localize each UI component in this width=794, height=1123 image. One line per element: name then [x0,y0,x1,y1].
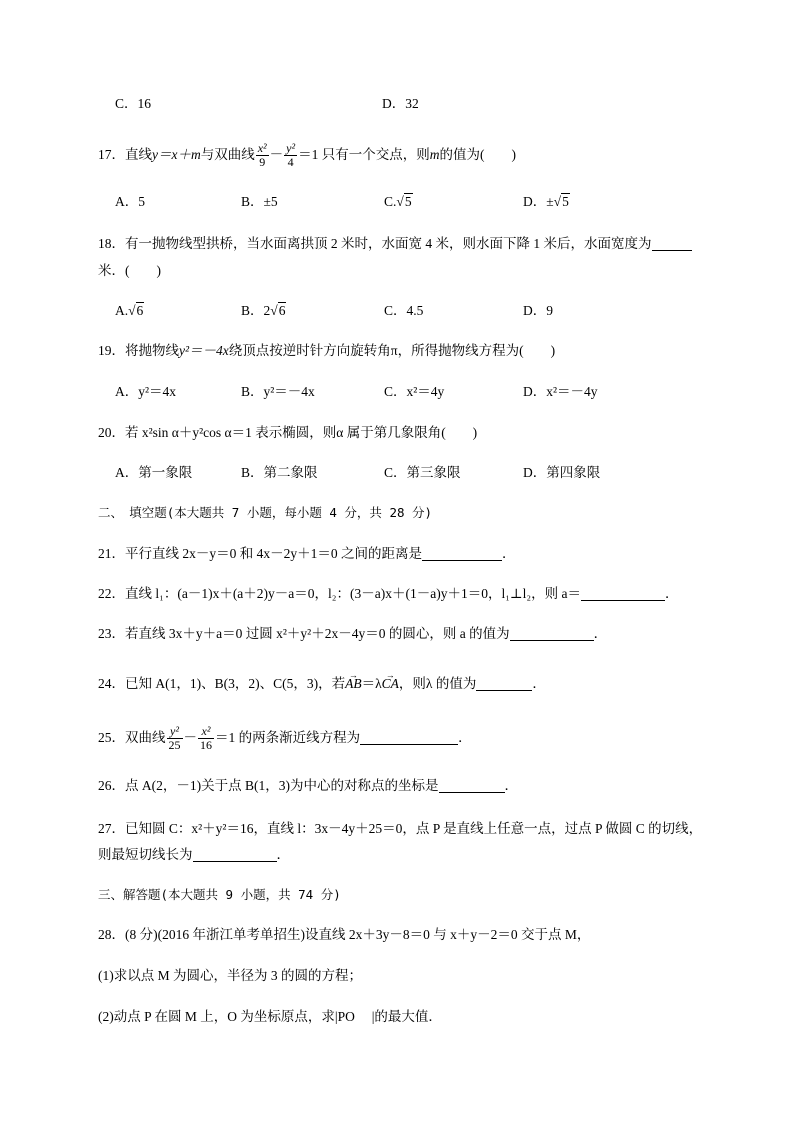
q17-option-c-radicand: 5 [404,194,412,209]
q24-eq: ＝λ [361,676,382,691]
answer-blank[interactable] [581,586,665,601]
q25-frac-1 [167,725,183,752]
question-22 [98,585,678,603]
q18-option-d: D．9 [523,303,553,318]
q17-prefix: 17．直线 [98,147,152,162]
q18-option-b-radicand: 6 [278,303,286,318]
q20-option-b: B．第二象限 [241,465,318,480]
q17-var: m [429,147,440,162]
q18-option-a [115,302,144,320]
question-20: 20．若 x²sin α＋y²cos α＝1 表示椭圆，则α 属于第几象限角( ) [98,425,478,440]
q16-option-d: D．32 [382,96,419,111]
sqrt-icon: √6 [128,303,144,318]
question-21 [98,545,516,563]
q20-option-a: A．第一象限 [115,465,193,480]
q17-suffix: ＝1 只有一个交点，则 [298,147,430,162]
question-26 [98,777,518,795]
q19-text-pre: 19．将抛物线 [98,343,179,358]
q17-option-d-label: D．± [523,194,554,209]
q16-option-c: C．16 [115,96,152,111]
q23-text: 23．若直线 3x＋y＋a＝0 过圆 x²＋y²＋2x－4y＝0 的圆心，则 a 的值为 [98,626,510,641]
q25-end: ． [458,730,472,745]
question-27-line-1: 27．已知圆 C：x²＋y²＝16，直线 l：3x－4y＋25＝0，点 P 是直线上任意一点，过点 P 做圆 C 的切线， [98,821,703,836]
q17-option-b: B．±5 [241,194,278,209]
q25-frac-1-den: 25 [168,738,181,753]
q21-end: ． [502,546,516,561]
q18-option-c: C．4.5 [384,303,424,318]
answer-blank[interactable] [422,546,502,561]
q18-option-b-label: B．2 [241,303,271,318]
q17-option-d [523,193,570,211]
q24-post: ，则λ 的值为 [398,676,477,691]
q25-frac-2-num: x² [198,725,214,739]
question-28-part-1: (1)求以点 M 为圆心，半径为 3 的圆的方程； [98,968,362,983]
q19-option-b: B．y²＝－4x [241,384,315,399]
q19-option-c: C．x²＝4y [384,384,445,399]
question-24 [98,675,546,693]
section-heading-solutions: 三、解答题(本大题共 9 小题，共 74 分) [98,887,341,902]
q17-frac-1-num: x² [257,141,267,156]
q25-pre: 25．双曲线 [98,730,166,745]
q19-option-a: A．y²＝4x [115,384,177,399]
q24-end: ． [532,676,546,691]
q24-pre: 24．已知 A(1，1)、B(3，2)、C(5，3)，若 [98,676,346,691]
q19-option-d: D．x²＝－4y [523,384,598,399]
q17-option-a: A．5 [115,194,145,209]
q27-end: ． [276,847,290,862]
q21-text: 21．平行直线 2x－y＝0 和 4x－2y＋1＝0 之间的距离是 [98,546,422,561]
q25-frac-1-num: y² [167,725,183,739]
q19-text-post: 绕顶点按逆时针方向旋转角π，所得抛物线方程为( ) [228,343,556,358]
question-25 [98,723,472,753]
q18-option-a-label: A. [115,303,129,318]
sqrt-icon: √5 [396,194,412,209]
q17-frac-1 [256,142,269,169]
q17-frac-2-den: 4 [287,155,294,170]
q17-option-c [384,193,413,211]
q17-line-eq: y＝x＋m [152,147,201,162]
q17-end: 的值为( ) [439,147,516,162]
question-28-line-1: 28．(8 分)(2016 年浙江单考单招生)设直线 2x＋3y－8＝0 与 x＋y－2＝0 交于点 M， [98,927,591,942]
q25-frac-2 [198,725,214,752]
question-19 [98,342,555,360]
question-27-line-2 [98,846,290,864]
q22-end: ． [664,586,679,601]
answer-blank[interactable] [360,730,458,745]
question-18-line-2: 米．( ) [98,263,161,278]
answer-blank[interactable] [476,676,532,691]
question-17 [98,140,516,170]
answer-blank[interactable] [510,626,594,641]
q19-equation: y²＝－4x [179,343,229,358]
q17-option-c-label: C. [384,194,397,209]
answer-blank[interactable] [439,778,505,793]
q23-end: ． [593,626,608,641]
q17-frac-1-den: 9 [259,155,266,170]
q18-option-b [241,302,286,320]
question-23 [98,625,607,643]
question-28-part-2: (2)动点 P 在圆 M 上，O 为坐标原点，求|PO |的最大值． [98,1009,442,1024]
q17-frac-2-num: y² [286,141,296,156]
q17-minus: － [269,147,284,162]
question-18-line-1 [98,235,692,253]
q25-minus: － [183,730,197,745]
q24-vector-ab: → AB [345,675,362,693]
q17-frac-2 [284,142,297,169]
q22-text: 22．直线 l₁：(a－1)x＋(a＋2)y－a＝0，l₂：(3－a)x＋(1－a)y＋1＝0，l₁⊥l₂，则 a＝ [98,586,581,601]
q26-end: ． [504,778,518,793]
answer-blank[interactable] [652,236,692,251]
q25-post: ＝1 的两条渐近线方程为 [215,730,361,745]
q25-frac-2-den: 16 [200,738,212,753]
q24-vector-ca: → CA [382,675,399,693]
q20-option-d: D．第四象限 [523,465,601,480]
q18-text: 18．有一抛物线型拱桥，当水面离拱顶 2 米时，水面宽 4 米，则水面下降 1 米后，水面宽度为 [98,236,652,251]
q26-text: 26．点 A(2，－1)关于点 B(1，3)为中心的对称点的坐标是 [98,778,439,793]
q17-option-d-radicand: 5 [562,194,569,209]
q18-option-a-radicand: 6 [136,303,144,318]
answer-blank[interactable] [193,847,277,862]
q17-mid: 与双曲线 [200,147,255,162]
q27-line-2-text: 则最短切线长为 [98,847,193,862]
sqrt-icon: √6 [270,303,286,318]
q20-option-c: C．第三象限 [384,465,461,480]
section-heading-fill-in: 二、 填空题(本大题共 7 小题，每小题 4 分，共 28 分) [98,505,433,520]
sqrt-icon: √5 [553,194,569,209]
